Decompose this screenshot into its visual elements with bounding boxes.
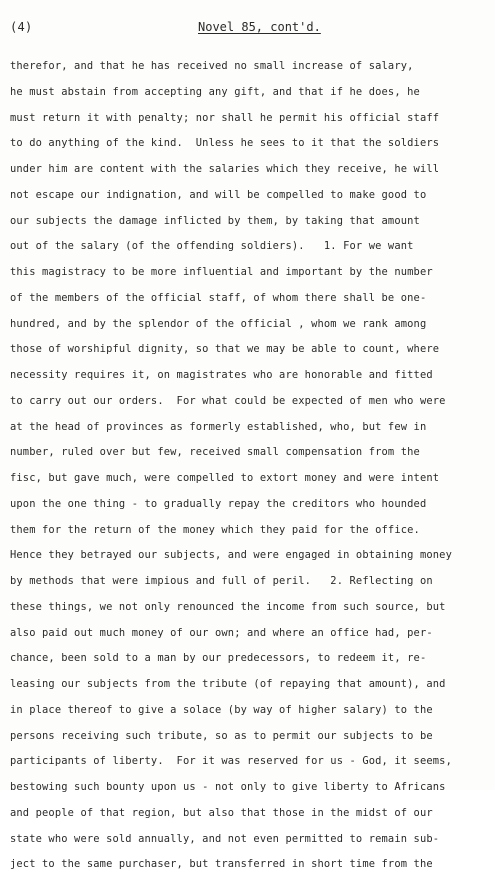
text-line: of the members of the official staff, of whom there shall be one- <box>10 291 427 304</box>
text-line: chance, been sold to a man by our predecessors, to redeem it, re- <box>10 652 427 665</box>
page-header <box>10 20 485 40</box>
text-line: and people of that region, but also that those in the midst of our <box>10 806 433 819</box>
text-line: not escape our indignation, and will be compelled to make good to <box>10 188 427 201</box>
text-line: necessity requires it, on magistrates who are honorable and fitted <box>10 369 433 381</box>
running-title: Novel 85, cont'd. <box>198 20 321 34</box>
text-line: these things, we not only renounced the income from such source, but <box>10 600 446 613</box>
text-line: at the head of provinces as formerly established, who, but few in <box>10 420 427 433</box>
page-number: (4) <box>10 20 33 34</box>
text-line: this magistracy to be more influential and important by the number <box>10 266 433 278</box>
text-line: must return it with penalty; nor shall he permit his official staff <box>10 111 440 124</box>
text-line: out of the salary (of the offending soldiers). 1. For we want <box>10 240 414 253</box>
text-line: therefor, and that he has received no small increase of salary, <box>10 60 414 72</box>
text-line: them for the return of the money which they paid for the office. <box>10 523 420 536</box>
text-line: by methods that were impious and full of peril. 2. Reflecting on <box>10 575 433 587</box>
text-line: Hence they betrayed our subjects, and were engaged in obtaining money <box>10 549 452 562</box>
text-line: he must abstain from accepting any gift, and that if he does, he <box>10 85 420 98</box>
text-line: persons receiving such tribute, so as to permit our subjects to be <box>10 729 433 742</box>
text-line: our subjects the damage inflicted by them, by taking that amount <box>10 214 420 227</box>
text-line: fisc, but gave much, were compelled to extort money and were intent <box>10 472 440 484</box>
text-line: also paid out much money of our own; and where an office had, per- <box>10 626 433 639</box>
text-line: number, ruled over but few, received small compensation from the <box>10 446 420 459</box>
text-line: to carry out our orders. For what could be expected of men who were <box>10 394 446 407</box>
text-line: participants of liberty. For it was reserved for us - God, it seems, <box>10 755 452 768</box>
text-line: upon the one thing - to gradually repay the creditors who hounded <box>10 497 427 510</box>
text-line: bestowing such bounty upon us - not only to give liberty to Africans <box>10 781 446 793</box>
text-line: in place thereof to give a solace (by way of higher salary) to the <box>10 703 433 716</box>
text-line: under him are content with the salaries which they receive, he will <box>10 163 440 175</box>
text-line: ject to the same purchaser, but transferred in short time from the <box>10 858 433 871</box>
body-text <box>10 54 488 878</box>
text-line: leasing our subjects from the tribute (of repaying that amount), and <box>10 678 446 690</box>
text-line: those of worshipful dignity, so that we may be able to count, where <box>10 343 440 356</box>
text-line: to do anything of the kind. Unless he sees to it that the soldiers <box>10 137 440 150</box>
text-line: hundred, and by the splendor of the official , whom we rank among <box>10 317 427 330</box>
text-line: state who were sold annually, and not even permitted to remain sub- <box>10 832 440 845</box>
